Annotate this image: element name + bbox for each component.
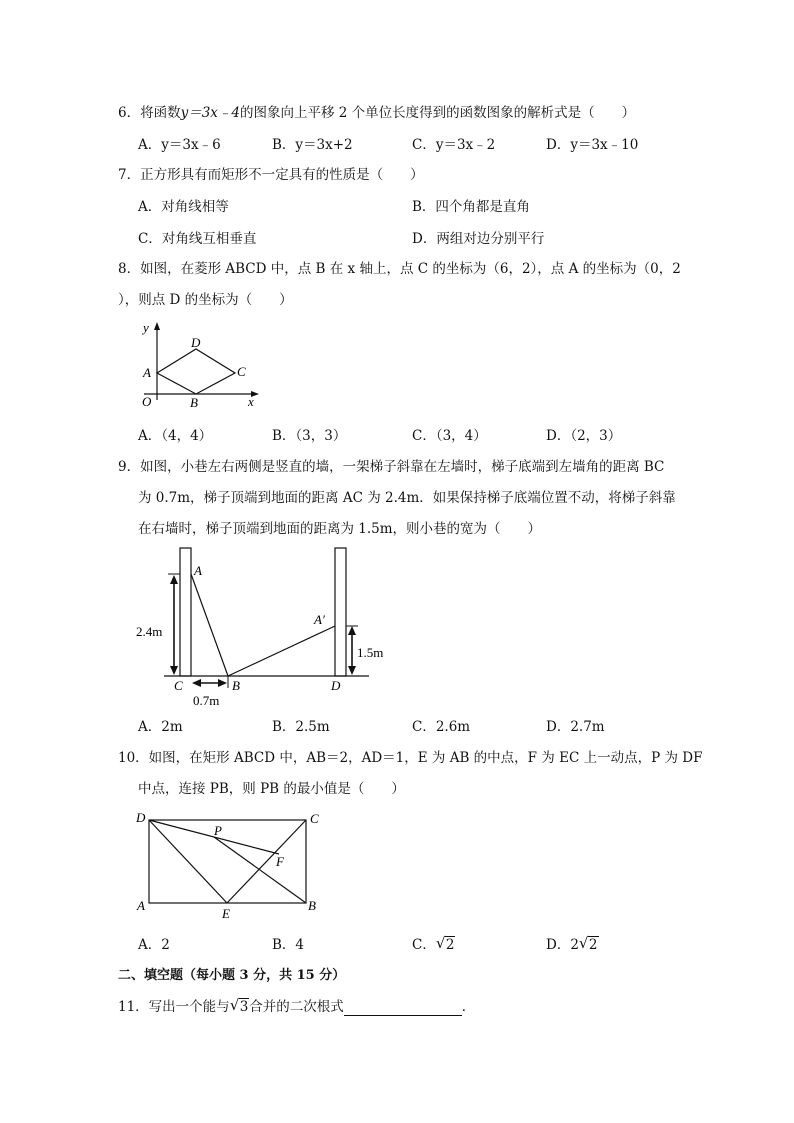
- q10-label-a: A: [137, 898, 145, 913]
- q7-option-a: A．对角线相等: [138, 199, 229, 215]
- q6-option-c: C．y＝3x﹣2: [412, 137, 496, 153]
- q10-option-d-label: D．2: [546, 937, 579, 953]
- q9-right-wall: [335, 548, 346, 676]
- q10-stem-line2: 中点，连接 PB，则 PB 的最小值是（ ）: [138, 781, 405, 797]
- q9-ladder-left: [191, 574, 228, 676]
- q6-option-b: B．y＝3x+2: [272, 137, 353, 153]
- q6-stem: [118, 104, 635, 122]
- q9-stem-line1: 9．如图，小巷左右两侧是竖直的墙，一架梯子斜靠在左墙时，梯子底端到左墙角的距离 BC: [118, 459, 665, 475]
- q10-label-p: P: [214, 823, 222, 838]
- q7-option-b: B．四个角都是直角: [412, 199, 530, 215]
- q10-seg-ec: [227, 820, 306, 903]
- q10-option-a: A．2: [138, 937, 170, 953]
- q9-label-a-prime: A′: [314, 612, 325, 627]
- q6-option-a: A．y＝3x﹣6: [138, 137, 221, 153]
- q8-option-c: C．（3，4）: [412, 428, 487, 444]
- q10-label-b: B: [308, 898, 316, 913]
- q8-stem-line1: 8．如图，在菱形 ABCD 中，点 B 在 x 轴上，点 C 的坐标为（6，2），点 A 的坐标为（0，2: [118, 261, 681, 277]
- q9-arrow-right-bottom: [348, 666, 356, 675]
- q8-option-a: A．（4，4）: [138, 428, 213, 444]
- q9-arrow-bc-right: [218, 679, 227, 687]
- q8-label-y: y: [143, 320, 149, 335]
- q8-stem-line2: ），则点 D 的坐标为（ ）: [118, 292, 293, 308]
- q10-label-f: F: [276, 854, 284, 869]
- q8-label-b: B: [190, 395, 198, 410]
- q9-label-len-bc: 0.7m: [193, 693, 220, 708]
- q8-option-b: B．（3，3）: [272, 428, 347, 444]
- q11-stem: [118, 998, 475, 1016]
- q9-stem-line3: 在右墙时，梯子顶端到地面的距离为 1.5m，则小巷的宽为（ ）: [138, 521, 542, 537]
- q7-option-d: D．两组对边分别平行: [412, 231, 545, 247]
- q8-figure: [130, 318, 270, 410]
- q10-label-e: E: [222, 906, 230, 921]
- q10-option-c: [412, 936, 455, 954]
- q8-label-o: O: [142, 394, 152, 409]
- q10-label-d: D: [136, 810, 146, 825]
- q8-rhombus: [157, 349, 235, 394]
- q11-stem-b: 合并的二次根式: [249, 999, 344, 1015]
- q11-end: ．: [461, 999, 476, 1015]
- q9-arrow-right-top: [348, 626, 356, 635]
- q9-label-len-right: 1.5m: [357, 645, 384, 660]
- q10-option-d-radicand: 2: [588, 937, 598, 953]
- q9-ladder-right: [228, 626, 335, 676]
- q8-label-a: A: [143, 365, 151, 380]
- q9-arrow-ac-bottom: [170, 666, 178, 675]
- q9-left-wall: [180, 548, 191, 676]
- q10-option-c-radicand: 2: [445, 937, 455, 953]
- q9-label-a: A: [194, 563, 202, 578]
- q10-seg-pb: [214, 837, 306, 903]
- q10-option-c-label: C．: [412, 937, 436, 953]
- q6-stem-b: 的图象向上平移 2 个单位长度得到的函数图象的解析式是（ ）: [240, 105, 636, 121]
- q6-stem-eq: y＝3x﹣4: [180, 105, 241, 121]
- sqrt-icon: √ 2: [435, 934, 455, 953]
- q10-label-c: C: [310, 811, 319, 826]
- q8-label-x: x: [248, 394, 254, 409]
- q7-stem: 7．正方形具有而矩形不一定具有的性质是（ ）: [118, 167, 424, 183]
- q10-option-b: B．4: [272, 937, 305, 953]
- section2-heading: 二、填空题（每小题 3 分，共 15 分）: [118, 968, 346, 983]
- q6-stem-a: 6．将函数: [118, 105, 181, 121]
- q10-option-d: [546, 936, 599, 954]
- q10-stem-line1: 10．如图，在矩形 ABCD 中，AB＝2，AD＝1，E 为 AB 的中点，F 为 EC 上一动点，P 为 DF: [118, 750, 703, 766]
- q9-figure: [136, 546, 396, 711]
- q9-stem-line2: 为 0.7m，梯子顶端到地面的距离 AC 为 2.4m．如果保持梯子底端位置不动，将梯子斜靠: [138, 490, 676, 506]
- q10-figure: [134, 806, 334, 922]
- q8-label-c: C: [237, 364, 246, 379]
- q8-y-arrow: [154, 322, 160, 330]
- q9-option-a: A．2m: [138, 719, 183, 735]
- sqrt-icon: √ 2: [578, 934, 598, 953]
- q9-label-d: D: [331, 678, 341, 693]
- sqrt-icon: √ 3: [229, 996, 249, 1015]
- q9-arrow-ac-top: [170, 575, 178, 584]
- q8-label-d: D: [191, 335, 201, 350]
- q7-option-c: C．对角线互相垂直: [138, 231, 257, 247]
- q11-answer-blank[interactable]: [344, 1001, 462, 1016]
- q6-option-d: D．y＝3x﹣10: [546, 137, 639, 153]
- q9-label-len-ac: 2.4m: [136, 624, 163, 639]
- q9-label-c: C: [174, 678, 183, 693]
- q9-label-b: B: [232, 678, 240, 693]
- q9-option-d: D．2.7m: [546, 719, 605, 735]
- q9-arrow-bc-left: [192, 679, 201, 687]
- q11-radicand: 3: [239, 999, 249, 1015]
- q9-option-b: B．2.5m: [272, 719, 330, 735]
- q8-option-d: D．（2，3）: [546, 428, 622, 444]
- q11-stem-a: 11．写出一个能与: [118, 999, 230, 1015]
- q9-option-c: C．2.6m: [412, 719, 471, 735]
